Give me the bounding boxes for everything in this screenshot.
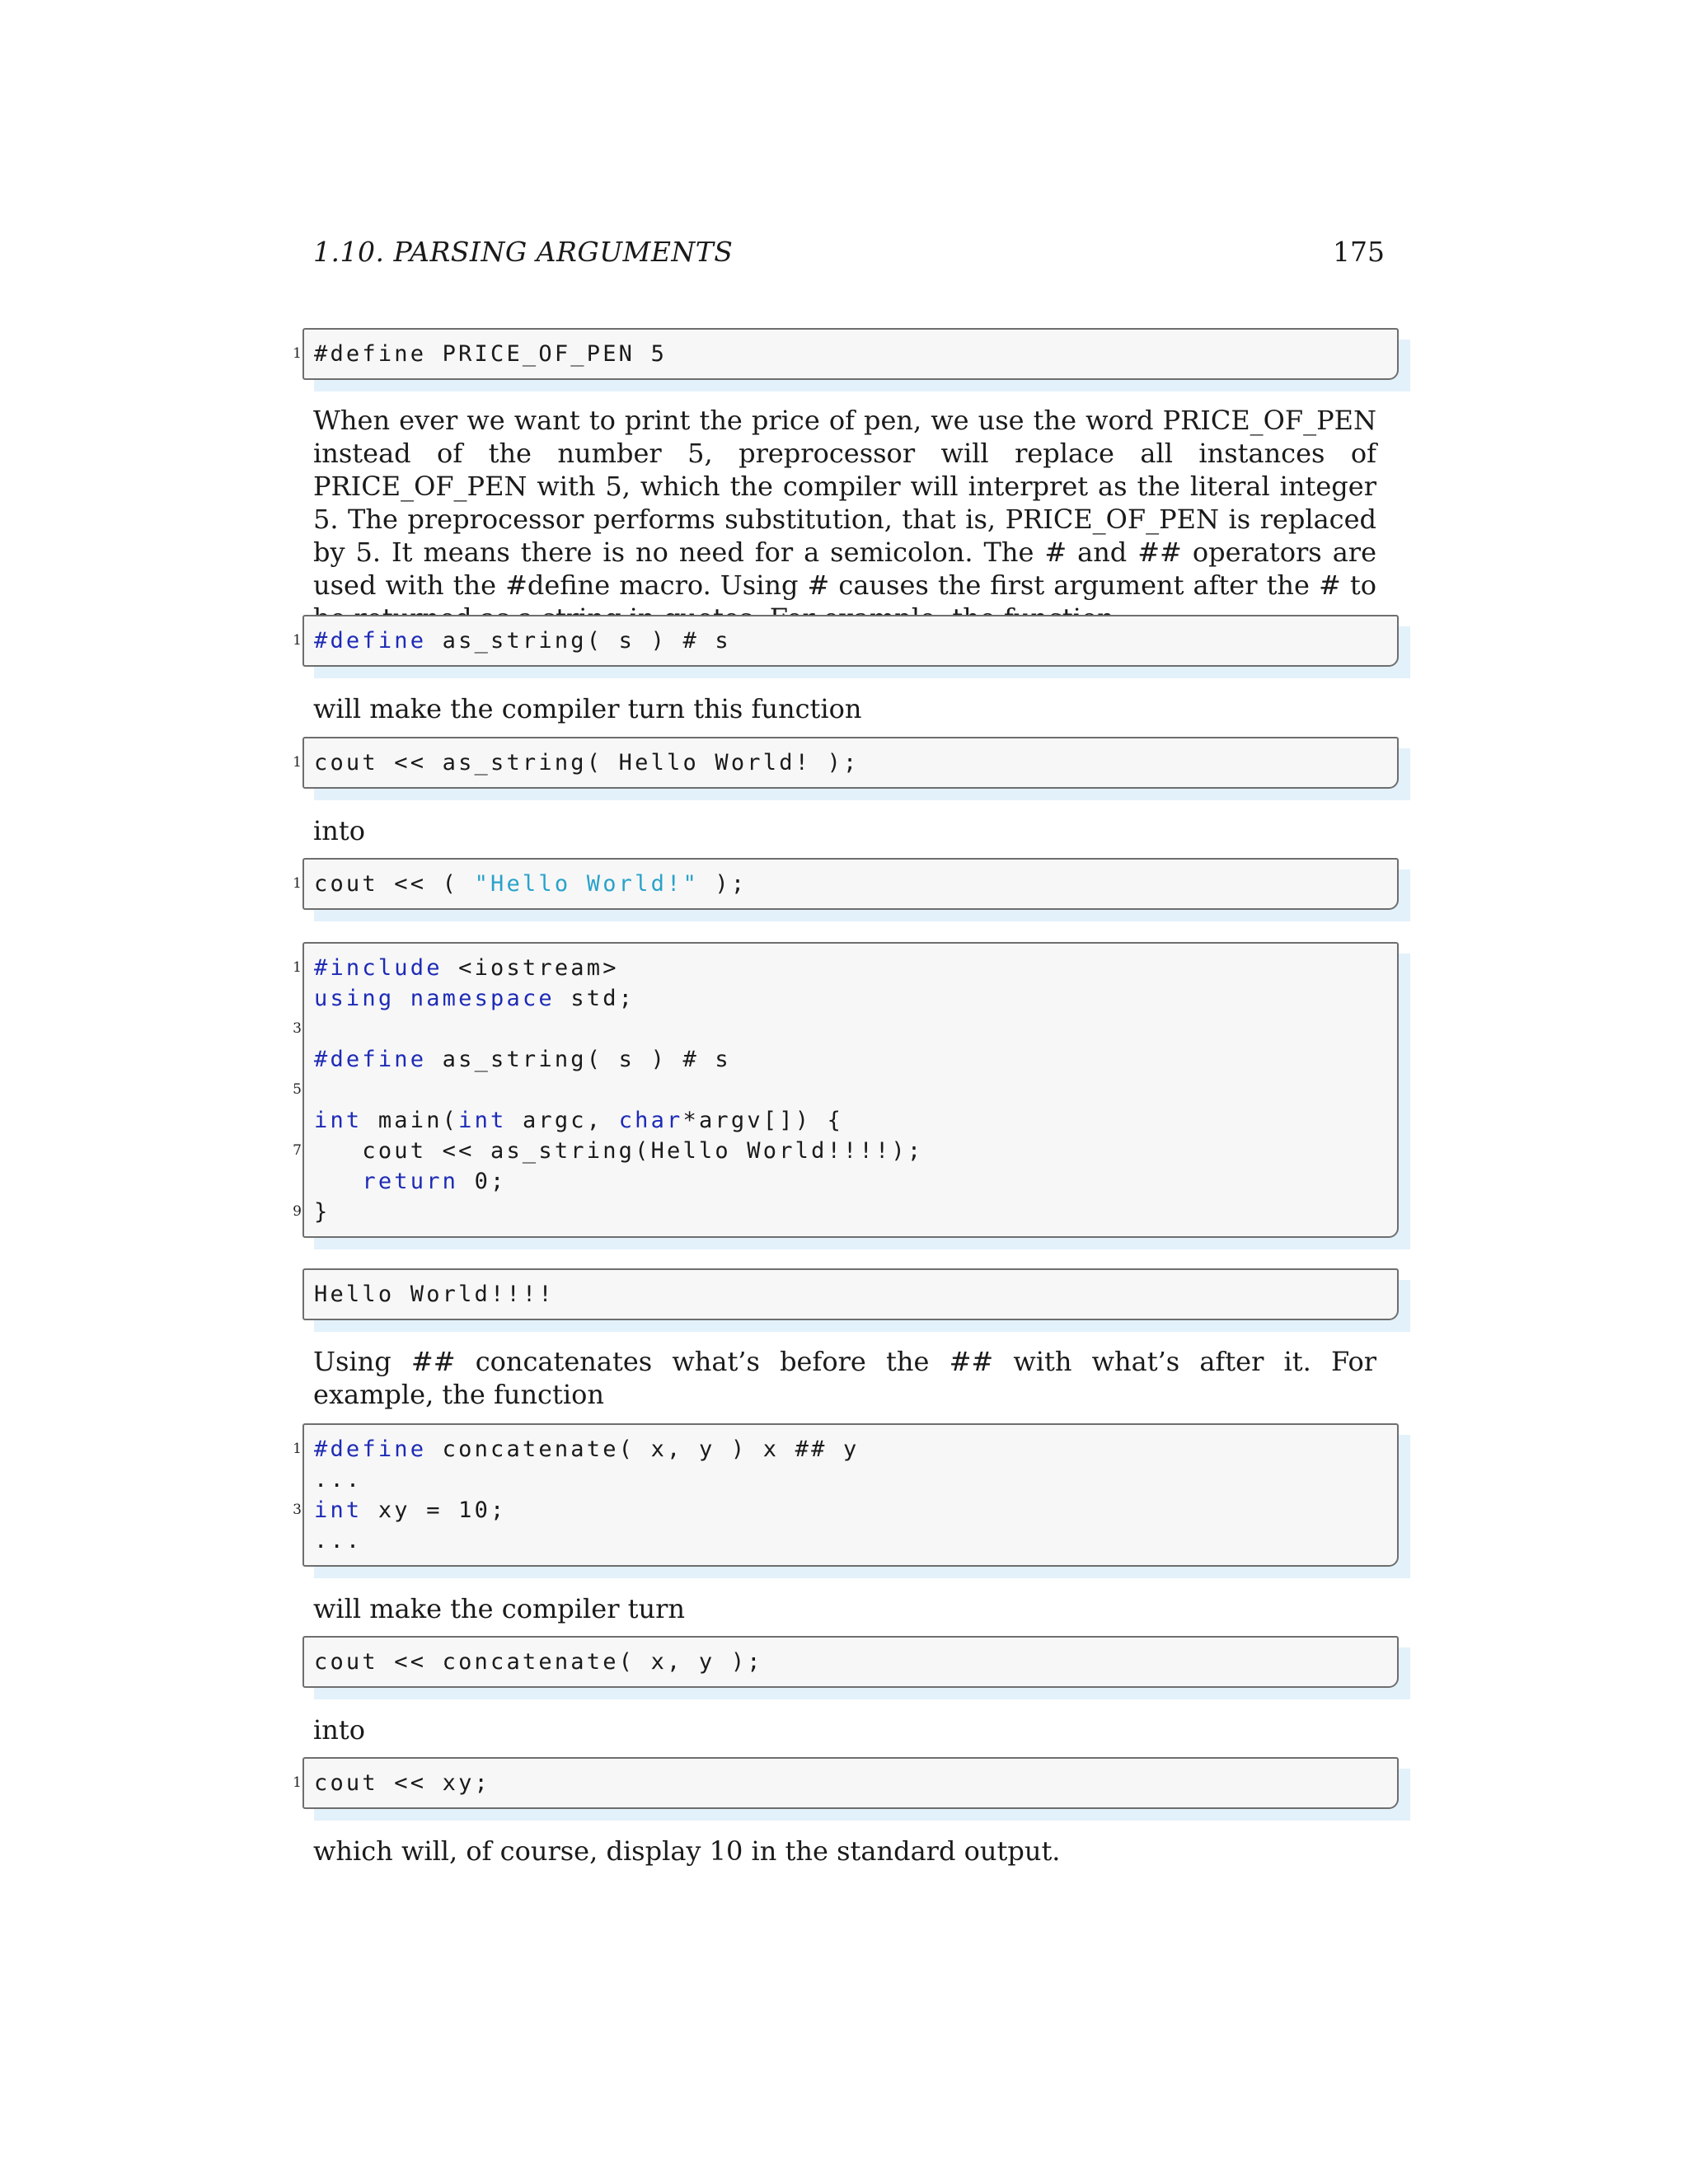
code-text: Hello World!!!! bbox=[314, 1282, 555, 1307]
code-block-define-price bbox=[293, 328, 1399, 380]
line-number: 9 bbox=[293, 1203, 302, 1220]
code-line bbox=[293, 1434, 1397, 1465]
line-number: 1 bbox=[293, 632, 302, 649]
code-text: #define PRICE_OF_PEN 5 bbox=[314, 341, 668, 367]
line-number: 1 bbox=[293, 1441, 302, 1457]
code-text: cout << as_string( Hello World! ); bbox=[314, 750, 860, 776]
code-block-cout-concatenate bbox=[302, 1636, 1399, 1688]
code-text: std; bbox=[554, 986, 635, 1011]
code-keyword: using bbox=[314, 986, 395, 1011]
code-line bbox=[314, 983, 1397, 1014]
running-header-title: 1.10. PARSING ARGUMENTS bbox=[313, 236, 734, 268]
code-text: cout << as_string(Hello World!!!!); bbox=[314, 1138, 924, 1164]
code-text: argc, bbox=[506, 1108, 619, 1133]
code-string: "Hello World!" bbox=[474, 871, 699, 897]
code-keyword: #include bbox=[314, 955, 443, 981]
paragraph-turn: will make the compiler turn bbox=[313, 1593, 686, 1624]
code-keyword: namespace bbox=[410, 986, 555, 1011]
code-text bbox=[314, 1169, 362, 1194]
code-keyword: #define bbox=[314, 628, 427, 654]
code-line bbox=[293, 1014, 1397, 1044]
code-line bbox=[293, 1197, 1397, 1227]
page-number: 175 bbox=[1333, 236, 1385, 268]
code-line bbox=[314, 1647, 1397, 1677]
code-line bbox=[293, 626, 1397, 656]
code-line bbox=[293, 339, 1397, 369]
line-number: 7 bbox=[293, 1142, 302, 1159]
code-text: as_string( s ) # s bbox=[426, 628, 731, 654]
code-block-cout-string-literal bbox=[293, 858, 1399, 910]
paragraph-into-2: into bbox=[313, 1714, 365, 1746]
line-number: 3 bbox=[293, 1020, 302, 1037]
code-line bbox=[293, 953, 1397, 983]
code-block-define-concatenate bbox=[293, 1423, 1399, 1567]
code-text: } bbox=[314, 1199, 331, 1225]
line-number: 1 bbox=[293, 754, 302, 771]
code-text: concatenate( x, y ) x ## y bbox=[426, 1436, 860, 1462]
code-block-full-program bbox=[293, 942, 1399, 1238]
code-line bbox=[293, 1075, 1397, 1105]
code-text: ); bbox=[698, 871, 748, 897]
code-line bbox=[293, 748, 1397, 778]
code-keyword: int bbox=[314, 1497, 363, 1523]
code-block-cout-as-string bbox=[293, 737, 1399, 789]
paragraph-preprocessor-explanation: When ever we want to print the price of pen, we use the word PRICE_OF_PEN instead of the number 5, preprocessor will replace all instances of PRICE_OF_PEN with 5, which the compiler will interpret as the literal integer 5. The preprocessor performs substitution, that is, PRICE_OF_PEN is replaced by 5. It means there is no need for a semicolon. The # and ## operators are used with the #define macro. Using # causes the first argument after the # to bbox=[313, 405, 1376, 601]
code-line bbox=[314, 1526, 1397, 1556]
paragraph-standard-output: which will, of course, display 10 in the standard output. bbox=[313, 1835, 1061, 1867]
code-text: cout << concatenate( x, y ); bbox=[314, 1649, 763, 1675]
code-text: main( bbox=[362, 1108, 459, 1133]
code-text: <iostream> bbox=[442, 955, 619, 981]
code-line bbox=[314, 1044, 1397, 1075]
paragraph-into-1: into bbox=[313, 815, 365, 846]
code-keyword: #define bbox=[314, 1047, 427, 1072]
line-number: 1 bbox=[293, 959, 302, 976]
line-number: 5 bbox=[293, 1081, 302, 1098]
code-block-cout-xy bbox=[293, 1757, 1399, 1809]
line-number: 1 bbox=[293, 875, 302, 892]
paragraph-turn-function: will make the compiler turn this function bbox=[313, 693, 862, 724]
code-text: cout << xy; bbox=[314, 1770, 491, 1796]
code-line bbox=[293, 869, 1397, 899]
paragraph-concatenation: Using ## concatenates what’s before the ## with what’s after it. For example, the function bbox=[313, 1346, 1376, 1410]
code-text: ... bbox=[314, 1528, 363, 1554]
code-line bbox=[314, 1465, 1397, 1495]
code-text: as_string( s ) # s bbox=[426, 1047, 731, 1072]
code-line bbox=[293, 1136, 1397, 1166]
code-text bbox=[394, 986, 410, 1011]
code-line bbox=[314, 1166, 1397, 1197]
code-block-define-as-string bbox=[293, 615, 1399, 667]
code-text: xy = 10; bbox=[362, 1497, 507, 1523]
line-number: 3 bbox=[293, 1502, 302, 1518]
code-line bbox=[314, 1279, 1397, 1310]
line-number: 1 bbox=[293, 345, 302, 362]
code-line bbox=[314, 1105, 1397, 1136]
code-line bbox=[293, 1495, 1397, 1526]
code-text: *argv[]) { bbox=[682, 1108, 844, 1133]
code-text: 0; bbox=[458, 1169, 507, 1194]
code-keyword: int bbox=[458, 1108, 507, 1133]
code-line bbox=[293, 1768, 1397, 1798]
line-number: 1 bbox=[293, 1774, 302, 1791]
code-block-program-output bbox=[302, 1268, 1399, 1320]
code-keyword: int bbox=[314, 1108, 363, 1133]
code-text: ... bbox=[314, 1467, 363, 1493]
code-text: cout << ( bbox=[314, 871, 475, 897]
code-keyword: char bbox=[618, 1108, 683, 1133]
code-keyword: return bbox=[362, 1169, 459, 1194]
code-keyword: #define bbox=[314, 1436, 427, 1462]
